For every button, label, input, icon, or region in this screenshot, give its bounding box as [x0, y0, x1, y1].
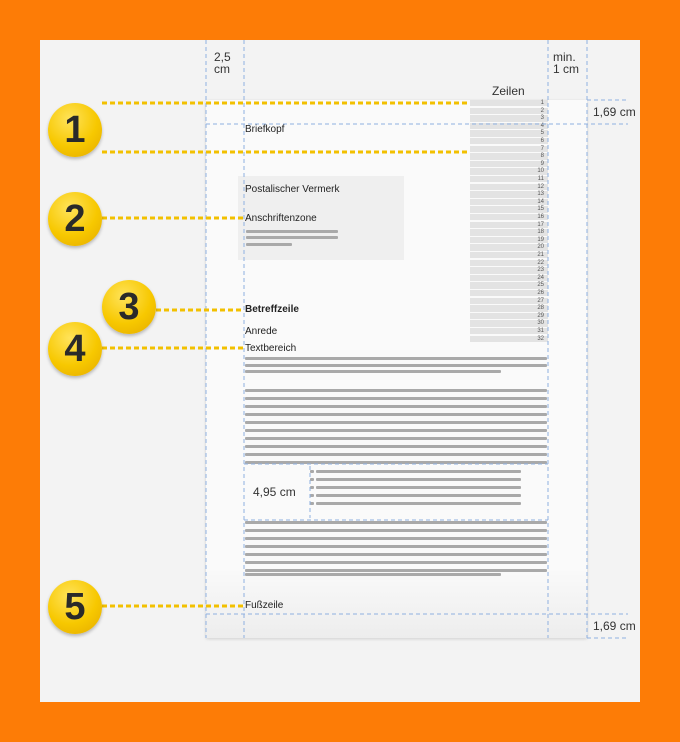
line-number: 5 — [540, 130, 544, 137]
right-margin-label: min. 1 cm — [553, 50, 580, 76]
line-number: 31 — [537, 328, 544, 334]
line-number: 32 — [537, 335, 544, 342]
subject-line-label: Betreffzeile — [245, 304, 299, 315]
line-number: 7 — [540, 145, 544, 152]
indent-dim-label: 4,95 cm — [253, 485, 296, 499]
line-number: 15 — [537, 206, 544, 213]
line-number: 16 — [537, 214, 544, 220]
line-number: 30 — [537, 320, 544, 327]
line-number: 12 — [537, 183, 544, 190]
line-number: 21 — [537, 252, 544, 258]
badge-4: 4 — [48, 322, 102, 376]
postal-note-label: Postalischer Vermerk — [245, 184, 340, 195]
lines-header: Zeilen — [492, 84, 525, 98]
badge-5: 5 — [48, 580, 102, 634]
line-number: 17 — [537, 221, 544, 228]
line-number: 25 — [537, 282, 544, 289]
badge-2: 2 — [48, 192, 102, 246]
line-number: 1 — [540, 100, 544, 106]
line-number: 2 — [540, 107, 544, 114]
top-margin-dim: 1,69 cm — [593, 105, 636, 119]
line-number: 26 — [537, 290, 544, 296]
line-number: 19 — [537, 236, 544, 243]
line-number: 10 — [537, 168, 544, 175]
line-number: 18 — [537, 229, 544, 236]
badge-3: 3 — [102, 280, 156, 334]
text-area-label: Textbereich — [245, 343, 297, 354]
line-number: 27 — [537, 297, 544, 304]
line-number: 4 — [540, 122, 544, 129]
line-number: 11 — [537, 176, 544, 182]
line-number: 20 — [537, 244, 544, 251]
line-number: 28 — [537, 305, 544, 312]
left-margin-label: 2,5 cm — [214, 50, 231, 76]
badge-1: 1 — [48, 103, 102, 157]
line-number: 14 — [537, 198, 544, 205]
line-number: 24 — [537, 274, 544, 281]
line-number: 9 — [540, 160, 544, 167]
line-number: 13 — [537, 191, 544, 198]
line-number: 23 — [537, 267, 544, 274]
line-number: 29 — [537, 312, 544, 319]
bottom-margin-dim: 1,69 cm — [593, 619, 636, 633]
line-number: 6 — [540, 138, 544, 144]
line-number: 22 — [537, 259, 544, 266]
salutation-label: Anrede — [245, 326, 278, 337]
footer-label: Fußzeile — [245, 600, 284, 611]
line-number: 8 — [540, 153, 544, 160]
briefkopf-label: Briefkopf — [245, 124, 285, 135]
address-zone-label: Anschriftenzone — [245, 213, 317, 224]
line-number: 3 — [540, 115, 544, 122]
